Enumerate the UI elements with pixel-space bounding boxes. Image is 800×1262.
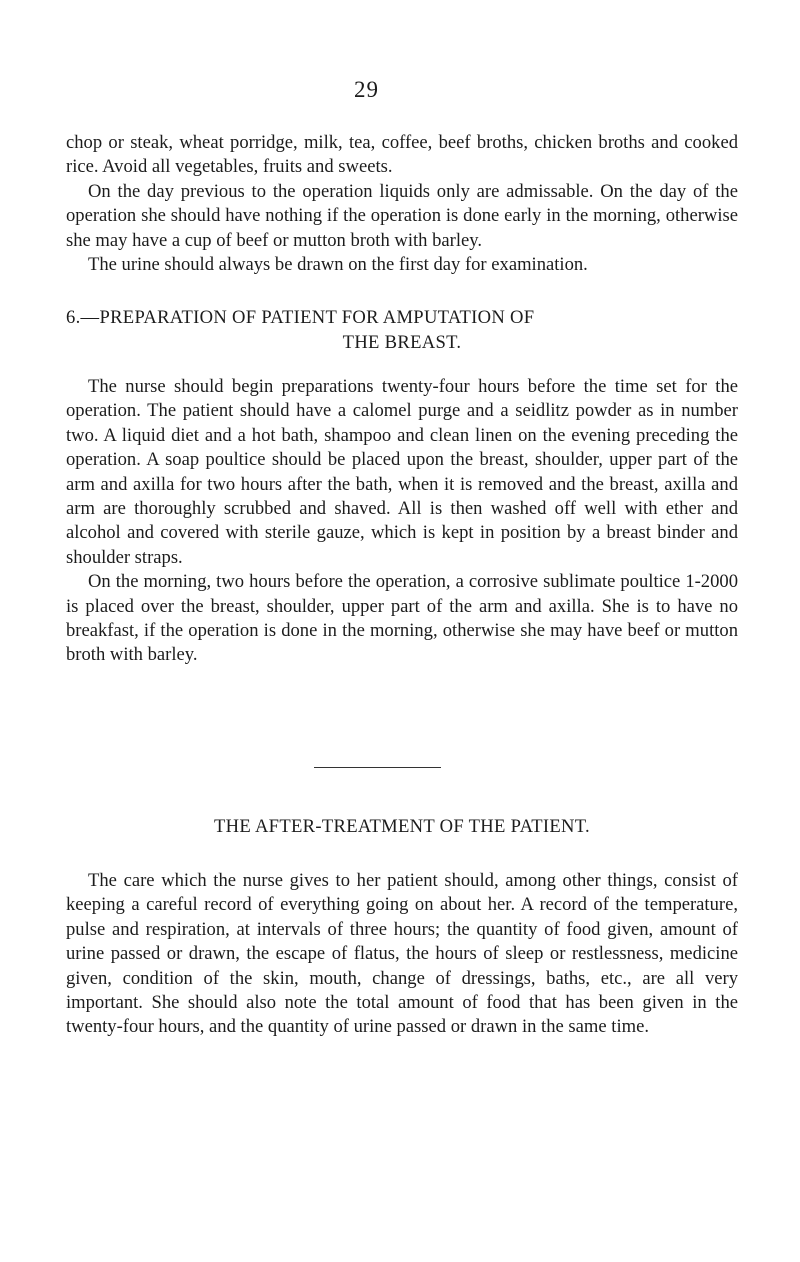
section-6-heading-line-1: 6.—PREPARATION OF PATIENT FOR AMPUTATION OF — [66, 307, 535, 328]
section-6-paragraph-1: The nurse should begin preparations twenty-four hours before the time set for the operation. The patient should have a calomel purge and a seidlitz powder as in number two. A liquid diet and a hot bath, shampoo and clean linen on the evening preceding the operation. A soap poultice should be placed upon the breast, shoulder, upper part of the arm and axilla for two hours after the bath, when it is removed and the breast, axilla and arm are thoroughly scrubbed and shaved. All is then washed off well with ether and alcohol and covered with sterile gauze, which is kept in position by a breast binder and shoulder straps. — [66, 376, 738, 568]
after-treatment-paragraph-1: The care which the nurse gives to her patient should, among other things, consist of keeping a careful record of everything going on about her. A record of the temperature, pulse and respiration, at intervals of three hours; the quantity of food given, amount of urine passed or drawn, the escape of flatus, the hours of sleep or restlessness, medicine given, condition of the skin, mouth, change of dressings, baths, etc., are all very important. She should also note the total amount of food that has been given in the twenty-four hours, and the quantity of urine passed or drawn in the same time. — [66, 870, 738, 1038]
section-divider — [314, 767, 441, 768]
section-6-heading-line-2: THE BREAST. — [342, 332, 462, 353]
intro-paragraph-1: chop or steak, wheat porridge, milk, tea, coffee, beef broths, chicken broths and cooked rice. Avoid all vegetables, fruits and sweets. — [66, 132, 738, 178]
section-6-heading — [66, 305, 738, 355]
after-treatment-text — [66, 869, 738, 1040]
intro-paragraph-2: On the day previous to the operation liquids only are admissable. On the day of the operation she should have nothing if the operation is done early in the morning, otherwise she may have a cup of beef or mutton broth with barley. — [66, 180, 738, 251]
section-6-paragraph-2: On the morning, two hours before the operation, a corrosive sublimate poultice 1-2000 is placed over the breast, shoulder, upper part of the arm and axilla. She is to have no breakfast, if the operation is done in the morning, otherwise she may have beef or mutton broth with barley. — [66, 571, 738, 666]
page-number: 29 — [354, 77, 379, 102]
intro-paragraph-3: The urine should always be drawn on the first day for examination. — [88, 254, 588, 276]
section-6-text — [66, 375, 738, 668]
intro-text — [66, 131, 738, 277]
after-treatment-heading: THE AFTER-TREATMENT OF THE PATIENT. — [213, 816, 590, 837]
